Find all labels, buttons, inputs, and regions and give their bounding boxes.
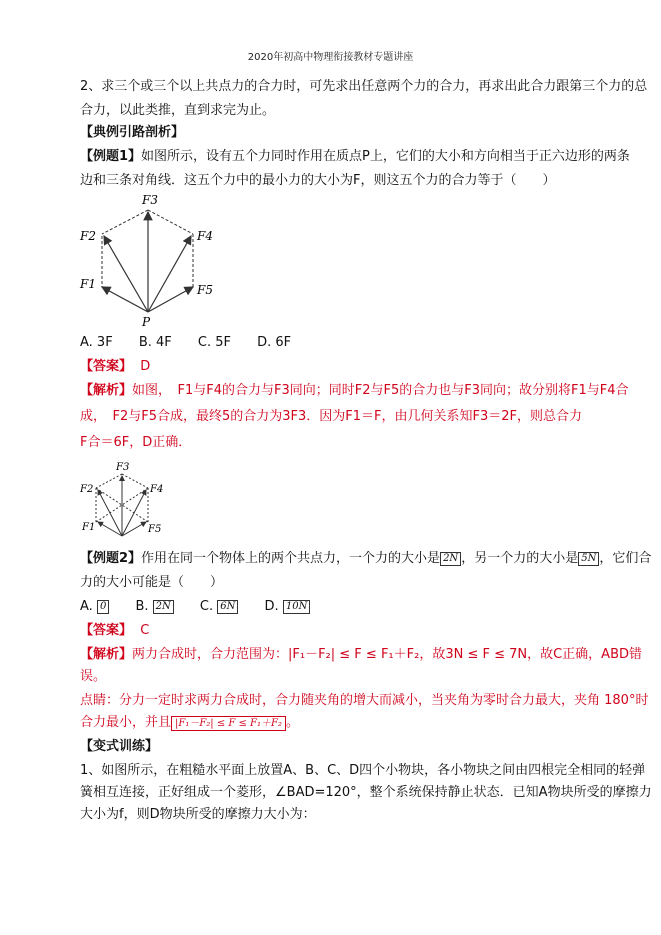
fig1-label-f3: F3 bbox=[142, 193, 158, 207]
ex1-answer-label: 【答案】 bbox=[80, 359, 133, 374]
ex2-box-2n: 2N bbox=[440, 552, 461, 566]
ex2-tip-text2a: 合力最小，并且 bbox=[80, 715, 172, 730]
fig1-label-f2: F2 bbox=[80, 229, 96, 243]
ex1-option-d[interactable]: D. 6F bbox=[257, 335, 292, 350]
ex2-option-b-letter: B. bbox=[135, 599, 149, 614]
ex2-option-b-box: 2N bbox=[153, 600, 174, 614]
ex1-option-b[interactable]: B. 4F bbox=[138, 335, 172, 350]
ex1-tag: 【例题1】 bbox=[80, 149, 142, 164]
ex1-analysis-line2: 成， F2与F5合成，最终5的合力为3F3．因为F1＝F，由几何关系知F3＝2F，则总合力 bbox=[80, 409, 583, 424]
ex2-answer bbox=[80, 620, 149, 642]
ex2-option-c[interactable] bbox=[200, 596, 238, 618]
ex2-text1a: 作用在同一个物体上的两个共点力，一个力的大小是 bbox=[141, 551, 441, 566]
ex2-tip-line2 bbox=[80, 712, 299, 734]
ex2-analysis-line2: 误。 bbox=[80, 669, 107, 684]
fig2-label-f1: F1 bbox=[82, 522, 96, 533]
fig1-label-f5: F5 bbox=[197, 283, 213, 297]
ex1-option-c[interactable]: C. 5F bbox=[197, 335, 231, 350]
ex1-analysis-label: 【解析】 bbox=[80, 383, 133, 398]
ex2-option-a-box: 0 bbox=[97, 600, 109, 614]
ex1-hexagon-figure bbox=[76, 192, 236, 328]
ex2-tip-formula-box: |F₁－F₂| ≤ F ≤ F₁＋F₂ bbox=[171, 716, 286, 731]
ex1-analysis-line3: F合＝6F，D正确． bbox=[80, 435, 192, 450]
ex1-line2: 边和三条对角线．这五个力中的最小力的大小为F，则这五个力的合力等于（ ） bbox=[80, 173, 556, 188]
ex2-analysis-line1 bbox=[80, 644, 642, 666]
ex1-line1 bbox=[80, 146, 630, 168]
ex2-analysis-text1: 两力合成时，合力范围为：|F₁－F₂| ≤ F ≤ F₁＋F₂，故3N ≤ F ≤ 7N，故C正确，ABD错 bbox=[132, 647, 643, 662]
ex2-tag: 【例题2】 bbox=[80, 551, 142, 566]
ex2-text1c: ，它们合 bbox=[599, 551, 652, 566]
ex2-options bbox=[80, 596, 332, 618]
ex3-line1: 1、如图所示，在粗糙水平面上放置A、B、C、D四个小物块，各小物块之间由四根完全相同的轻弹 bbox=[80, 763, 646, 778]
ex2-option-d[interactable] bbox=[265, 596, 311, 618]
ex1-analysis-text1: 如图， F1与F4的合力与F3同向；同时F2与F5的合力也与F3同向；故分别将F1与F4合 bbox=[132, 383, 629, 398]
ex2-line2: 力的大小可能是（ ） bbox=[80, 575, 224, 590]
ex2-answer-value: C bbox=[140, 623, 150, 638]
ex1-option-a[interactable]: A. 3F bbox=[80, 335, 113, 350]
ex1-analysis-figure bbox=[78, 460, 174, 546]
page-header: 2020年初高中物理衔接教材专题讲座 bbox=[247, 52, 414, 63]
ex1-answer bbox=[80, 356, 150, 378]
rule2-line1: 2、求三个或三个以上共点力的合力时，可先求出任意两个力的合力，再求出此合力跟第三个力的总 bbox=[80, 79, 648, 94]
ex2-analysis-label: 【解析】 bbox=[80, 647, 133, 662]
fig1-label-p: P bbox=[142, 315, 151, 328]
fig1-label-f4: F4 bbox=[197, 229, 213, 243]
rule2-line2: 合力，以此类推，直到求完为止。 bbox=[80, 103, 276, 118]
ex2-option-a-letter: A. bbox=[80, 599, 93, 614]
fig2-label-f4: F4 bbox=[150, 484, 164, 495]
ex2-option-c-box: 6N bbox=[217, 600, 238, 614]
ex2-option-c-letter: C. bbox=[199, 599, 214, 614]
ex2-option-a[interactable] bbox=[80, 596, 109, 618]
ex3-line3: 大小为f，则D物块所受的摩擦力大小为： bbox=[80, 807, 316, 822]
section-title-examples: 【典例引路剖析】 bbox=[80, 125, 185, 140]
ex2-tip-text2b: 。 bbox=[285, 715, 299, 730]
ex1-text1: 如图所示，设有五个力同时作用在质点P上，它们的大小和方向相当于正六边形的两条 bbox=[141, 149, 630, 164]
fig2-label-f2: F2 bbox=[80, 484, 94, 495]
ex2-text1b: ，另一个力的大小是 bbox=[461, 551, 579, 566]
ex1-analysis-line1 bbox=[80, 380, 629, 402]
ex1-answer-value: D bbox=[140, 359, 151, 374]
ex3-line2: 簧相互连接，正好组成一个菱形，∠BAD=120°，整个系统保持静止状态．已知A物块所受的摩擦力 bbox=[80, 785, 652, 800]
ex2-line1 bbox=[80, 548, 651, 570]
fig2-label-f3: F3 bbox=[116, 462, 130, 473]
section-title-practice: 【变式训练】 bbox=[80, 739, 159, 754]
ex2-box-5n: 5N bbox=[578, 552, 599, 566]
ex2-option-b[interactable] bbox=[135, 596, 173, 618]
fig2-label-f5: F5 bbox=[148, 524, 162, 535]
ex2-tip-line1: 点睛：分力一定时求两力合成时，合力随夹角的增大而减小，当夹角为零时合力最大，夹角 180°时 bbox=[80, 693, 649, 708]
ex2-option-d-letter: D. bbox=[264, 599, 279, 614]
ex2-answer-label: 【答案】 bbox=[80, 623, 133, 638]
ex1-options bbox=[80, 332, 313, 354]
fig1-label-f1: F1 bbox=[80, 277, 96, 291]
ex2-option-d-box: 10N bbox=[283, 600, 310, 614]
